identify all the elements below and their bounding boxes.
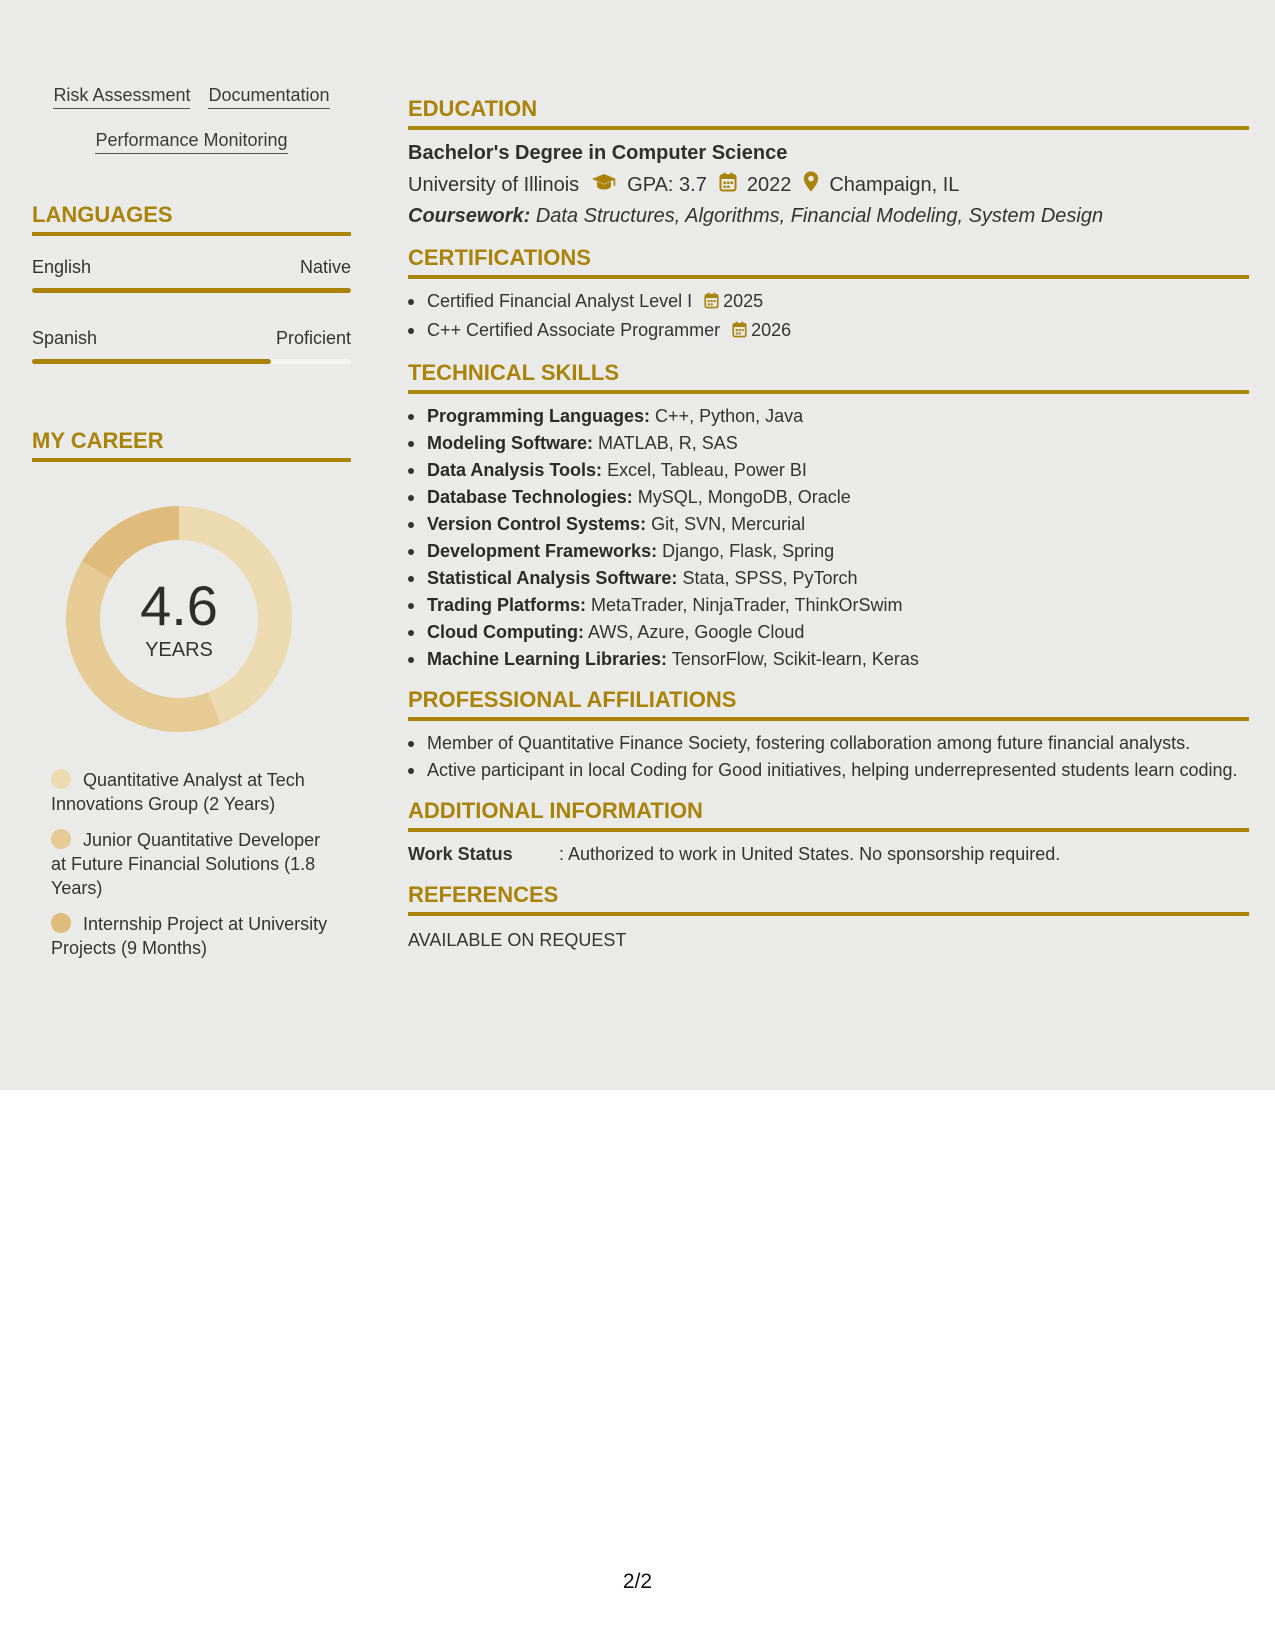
skill-tag[interactable]: Risk Assessment xyxy=(53,84,190,109)
skill-value: Django, Flask, Spring xyxy=(662,541,835,561)
skill-label: Database Technologies: xyxy=(427,487,633,507)
affiliations-title: PROFESSIONAL AFFILIATIONS xyxy=(408,687,1249,721)
certification-year: 2026 xyxy=(751,320,792,340)
certification-year: 2025 xyxy=(723,291,764,311)
skill-item xyxy=(408,566,1249,590)
degree-name: Bachelor's Degree in Computer Science xyxy=(408,142,788,164)
language-bar xyxy=(32,359,351,364)
page-number: 2/2 xyxy=(622,1570,653,1593)
language-bar-fill xyxy=(32,288,351,293)
career-legend-label: Quantitative Analyst at Tech Innovations Group (2 Years) xyxy=(51,770,305,814)
skill-label: Machine Learning Libraries: xyxy=(427,649,668,669)
language-name: Spanish xyxy=(32,328,98,348)
skill-item xyxy=(408,404,1249,428)
language-level: Proficient xyxy=(275,328,351,348)
skill-tags xyxy=(32,84,351,154)
affiliation-item: Member of Quantitative Finance Society, fostering collaboration among future financial analysts. xyxy=(408,731,1249,755)
certification-name: Certified Financial Analyst Level I xyxy=(427,291,693,311)
career-legend xyxy=(51,768,336,960)
language-name: English xyxy=(32,257,92,277)
education-meta xyxy=(408,171,1249,199)
skill-item xyxy=(408,647,1249,671)
certifications-title: CERTIFICATIONS xyxy=(408,245,1249,279)
skill-item xyxy=(408,485,1249,509)
legend-dot-icon xyxy=(51,769,71,789)
skill-label: Statistical Analysis Software: xyxy=(427,568,678,588)
right-column xyxy=(408,96,1249,952)
skill-tag[interactable]: Performance Monitoring xyxy=(95,129,287,154)
career-legend-label: Internship Project at University Projects (9 Months) xyxy=(51,914,328,958)
skill-value: Git, SVN, Mercurial xyxy=(651,514,806,534)
certifications-list xyxy=(408,289,1249,344)
skill-label: Cloud Computing: xyxy=(427,622,584,642)
career-legend-item xyxy=(51,828,336,900)
career-total-unit: YEARS xyxy=(145,639,213,661)
affiliations-list xyxy=(408,731,1249,782)
references-text: AVAILABLE ON REQUEST xyxy=(408,930,627,950)
language-bar xyxy=(32,288,351,293)
skill-value: C++, Python, Java xyxy=(655,406,804,426)
additional-info-title: ADDITIONAL INFORMATION xyxy=(408,798,1249,832)
calendar-icon xyxy=(719,172,737,199)
skill-value: MetaTrader, NinjaTrader, ThinkOrSwim xyxy=(591,595,903,615)
skill-item xyxy=(408,539,1249,563)
career-legend-label: Junior Quantitative Developer at Future Financial Solutions (1.8 Years) xyxy=(51,830,321,898)
skill-tag[interactable]: Documentation xyxy=(208,84,329,109)
technical-skills-list xyxy=(408,404,1249,671)
language-level: Native xyxy=(299,257,351,277)
languages-title: LANGUAGES xyxy=(32,202,351,236)
location-pin-icon xyxy=(803,171,819,199)
language-item xyxy=(32,256,351,293)
language-item xyxy=(32,327,351,364)
calendar-icon xyxy=(704,291,719,315)
career-title: MY CAREER xyxy=(32,428,351,462)
career-total-value: 4.6 xyxy=(140,574,218,637)
skill-value: MATLAB, R, SAS xyxy=(598,433,738,453)
coursework xyxy=(408,203,1249,229)
graduation-year: 2022 xyxy=(746,174,792,196)
school-name: University of Illinois xyxy=(408,174,580,196)
skill-label: Development Frameworks: xyxy=(427,541,658,561)
certification-item xyxy=(408,289,1249,315)
certification-item xyxy=(408,318,1249,344)
skill-label: Modeling Software: xyxy=(427,433,593,453)
coursework-label: Coursework: xyxy=(408,205,531,227)
skill-label: Version Control Systems: xyxy=(427,514,647,534)
graduation-cap-icon xyxy=(591,172,617,198)
skill-item xyxy=(408,458,1249,482)
career-legend-item xyxy=(51,912,336,960)
skill-value: TensorFlow, Scikit-learn, Keras xyxy=(671,649,919,669)
skill-item xyxy=(408,620,1249,644)
gpa: GPA: 3.7 xyxy=(627,174,707,196)
career-donut-chart xyxy=(66,506,292,732)
coursework-list: Data Structures, Algorithms, Financial Modeling, System Design xyxy=(535,205,1104,227)
left-column xyxy=(32,84,351,972)
skill-value: Excel, Tableau, Power BI xyxy=(607,460,807,480)
affiliation-item: Active participant in local Coding for Good initiatives, helping underrepresented students learn coding. xyxy=(408,758,1249,782)
work-status-value: : Authorized to work in United States. No sponsorship required. xyxy=(559,844,1061,864)
language-bar-fill xyxy=(32,359,271,364)
skill-item xyxy=(408,431,1249,455)
references-title: REFERENCES xyxy=(408,882,1249,916)
skill-value: AWS, Azure, Google Cloud xyxy=(587,622,805,642)
calendar-icon xyxy=(732,320,747,344)
skill-item xyxy=(408,512,1249,536)
technical-skills-title: TECHNICAL SKILLS xyxy=(408,360,1249,394)
skill-item xyxy=(408,593,1249,617)
skill-label: Trading Platforms: xyxy=(427,595,587,615)
certification-name: C++ Certified Associate Programmer xyxy=(427,320,721,340)
education-title: EDUCATION xyxy=(408,96,1249,130)
school-location: Champaign, IL xyxy=(829,174,960,196)
work-status-row xyxy=(408,842,1249,866)
legend-dot-icon xyxy=(51,829,71,849)
legend-dot-icon xyxy=(51,913,71,933)
skill-label: Data Analysis Tools: xyxy=(427,460,603,480)
skill-label: Programming Languages: xyxy=(427,406,651,426)
career-legend-item xyxy=(51,768,336,816)
skill-value: Stata, SPSS, PyTorch xyxy=(682,568,858,588)
skill-value: MySQL, MongoDB, Oracle xyxy=(637,487,851,507)
work-status-label: Work Status xyxy=(408,844,513,864)
